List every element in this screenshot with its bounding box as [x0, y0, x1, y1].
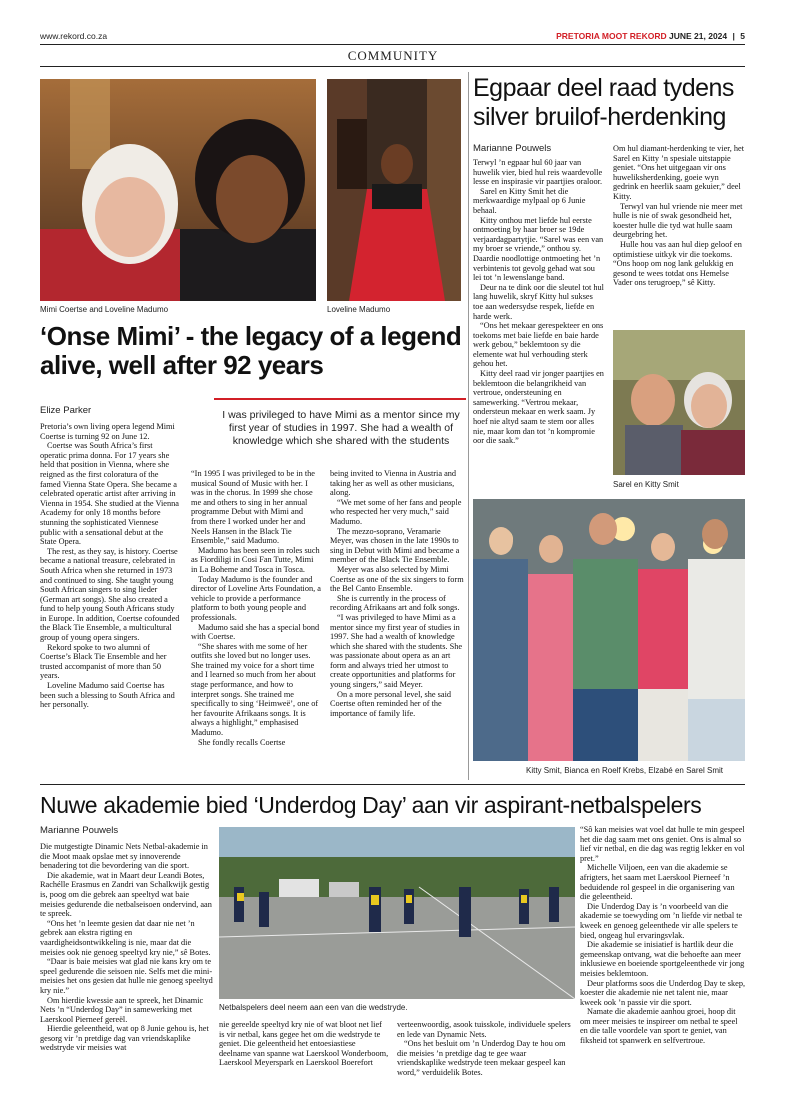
egpaar-photo1-caption: Sarel en Kitty Smit	[613, 480, 679, 489]
photo1-caption: Mimi Coertse and Loveline Madumo	[40, 305, 169, 314]
paragraph: “Daar is baie meisies wat glad nie kans kry om te speel gedurende die seisoen nie. Selfs met die mini-meisies het ons gesien dat hulle nie genoeg speeltyd kry nie.”	[40, 957, 213, 995]
story-separator	[40, 784, 745, 785]
pullquote: I was privileged to have Mimi as a mentor since my first year of studies in 1997. She had a wealth of knowledge which she shared with the students	[222, 409, 460, 447]
mimi-column-2	[191, 469, 321, 747]
paragraph: She is currently in the process of recording Afrikaans art and folk songs.	[330, 593, 460, 613]
photo-mimi-and-loveline	[40, 79, 316, 301]
paragraph: The mezzo-soprano, Veramarie Meyer, was chosen in the late 1990s to sing in Debut with Mimi and became a member of the Black Tie Ensemble.	[330, 526, 460, 565]
section-label: COMMUNITY	[347, 48, 439, 63]
egpaar-byline: Marianne Pouwels	[473, 143, 552, 154]
paragraph: Madumo has been seen in roles such as Fiordiligi in Cosi Fan Tutte, Mimi in La Boheme and Tosca in Tosca.	[191, 545, 320, 574]
paragraph: “Ons het ’n leemte gesien dat daar nie net ’n gebrek aan ekstra rigting en vaardigheidsontwikkeling is nie, maar dat die meisies ook nie genoeg speeltyd kry nie,” sê Botes.	[40, 918, 211, 957]
site-url: www.rekord.co.za	[40, 31, 108, 41]
paragraph: “She shares with me some of her outfits she loved but no longer uses. She trained my voice for a short time and I learned so much from her about stage performance, and how to interpret songs. She trained me specifically to sing ‘Heimweë’, one of her favourite Afrikaans songs. It is always a highlight,” emphasised Madumo.	[191, 641, 319, 738]
paragraph: Die akademie, wat in Maart deur Leandi Botes, Rachélle Erasmus en Zandri van Schalkwijk gestig is, poog om die gebrek aan speeltyd wat baie meisies gedurende die netbalseisoen ondervind, aan te spreek.	[40, 870, 212, 919]
paragraph: being invited to Vienna in Austria and taking her as well as other musicians, along.	[330, 469, 457, 498]
paragraph: nie gereelde speeltyd kry nie of wat bloot net lief is vir netbal, kans gegee het om die wedstryde te geniet. Die geleentheid het entoesiastiese deelname van spanne wat Laerskool Wonderboom, Laerskool Meyerspark en Laerskool Boerefort	[219, 1020, 389, 1068]
paragraph: Die akademie se inisiatief is hartlik deur die gemeenskap ontvang, wat die behoefte aan meer inklusiewe en boeiende sportgeleenthede vir jong meisies beklemtoon.	[580, 940, 745, 978]
paragraph: Pretoria’s own living opera legend Mimi Coertse is turning 92 on June 12.	[40, 422, 175, 441]
publication-date: JUNE 21, 2024	[669, 31, 728, 41]
mimi-byline: Elize Parker	[40, 405, 92, 416]
paragraph: Namate die akademie aanhou groei, hoop dit om meer meisies te inspireer om netbal te speel en die talle voordele van sport te geniet, van fiksheid tot spanwerk en selfvertroue.	[580, 1007, 738, 1046]
egpaar-column-2	[613, 144, 745, 288]
paragraph: Hulle hou vas aan hul diep geloof en optimistiese uitkyk vir die toekoms. “Ons hoop om nog lank gelukkig en gesond te wees totdat ons Hemelse Vader ons terugroep,” sê Kitty.	[613, 239, 742, 288]
paragraph: “Sô kan meisies wat voel dat hulle te min gespeel het die dag saam met ons geniet. Ons is almal so lief vir netbal, en die dag was regtig lekker en vol pret.”	[580, 825, 745, 863]
paragraph: Hierdie geleentheid, wat op 8 Junie gehou is, het gesorg vir ’n pretdige dag van vriendskaplike wedstryde vir meisies wat	[40, 1024, 209, 1053]
photo-netball-match	[219, 827, 575, 999]
column-divider	[468, 72, 469, 780]
paragraph: Om hul diamant-herdenking te vier, het Sarel en Kitty ’n spesiale uitstappie geniet. “Ons het uitgegaan vir ons huweliksherdenking, goeie wyn gedrink en heerlik saam gekuier,” deel Kitty.	[613, 144, 744, 201]
paragraph: Kitty onthou met liefde hul eerste ontmoeting by haar broer se 19de verjaardagpartytjie. “Sarel was een van my broer se vriende,” onthou sy. Daardie noodlottige ontmoeting het ’n verbintenis tot gevolg gehad wat sou lei tot ’n lewenslange band.	[473, 215, 604, 283]
photo-smit-family	[473, 499, 745, 761]
paragraph: The rest, as they say, is history. Coertse became a national treasure, celebrated in South Africa when she returned in 1973 and continued to sing. She taught young South African singers to sing lieder (German art songs). She also created a fund to help young South Africans study in Europe. In addition, Coertse cofounded the Black Tie Ensemble, a multicultural group of young opera singers.	[40, 546, 180, 643]
paragraph: Today Madumo is the founder and director of Loveline Arts Foundation, a vehicle to provide a performance platform to both young people and professionals.	[191, 574, 321, 622]
netbal-byline: Marianne Pouwels	[40, 825, 119, 836]
paragraph: On a more personal level, she said Coertse often reminded her of the importance of family life.	[330, 689, 452, 718]
photo-sarel-and-kitty	[613, 330, 745, 475]
paragraph: Om hierdie kwessie aan te spreek, het Dinamic Nets ’n “Underdog Day” in samewerking met Laerskool Pierneef gereël.	[40, 995, 204, 1024]
publication-name: PRETORIA MOOT REKORD	[556, 31, 667, 41]
paragraph: Kitty deel raad vir jonger paartjies en beklemtoon die belangrikheid van vertroue, ondersteuning en samewerking. “Vertrou mekaar, ondersteun mekaar en werk saam. Jy hoef nie altyd saam te stem oor alles nie, maar kom dan tot ’n kompromie oor die saak.”	[473, 369, 604, 446]
paragraph: Terwyl van hul vriende nie meer met hulle is nie of swak gesondheid het, koester hulle die tyd wat hulle saam deurgebring het.	[613, 201, 743, 240]
separator: |	[732, 31, 735, 41]
netbal-column-2	[219, 1020, 389, 1068]
page-number: 5	[740, 31, 745, 41]
netbal-column-3	[397, 1020, 571, 1078]
paragraph: Coertse was South Africa’s first operatic prima donna. For 17 years she held that position in Vienna, where she reigned as the first coloratura of the famed Vienna State Opera. She became a celebrated operatic artist after arriving in Vienna in 1954. She studied at the Vienna Academy for only 18 months before stunning the sophisticated Viennese public with a sensational debut at the State Opera.	[40, 441, 179, 547]
paragraph: Rekord spoke to two alumni of Coertse’s Black Tie Ensemble and her trusted accompanist of more than 50 years.	[40, 642, 167, 681]
mimi-column-3	[330, 469, 464, 718]
egpaar-photo2-caption: Kitty Smit, Bianca en Roelf Krebs, Elzabé en Sarel Smit	[526, 766, 723, 775]
paragraph: Michelle Viljoen, een van die akademie se afrigters, het saam met Laerskool Pierneef ’n beduidende rol gespeel in die organisering van die geleentheid.	[580, 863, 735, 902]
netbal-column-4	[580, 825, 746, 1046]
publication-header	[556, 31, 745, 41]
header-rule	[40, 44, 745, 45]
paragraph: Meyer was also selected by Mimi Coertse as one of the six singers to form the Bel Canto Ensemble.	[330, 564, 464, 594]
photo2-caption: Loveline Madumo	[327, 305, 391, 314]
paragraph: Loveline Madumo said Coertse has been such a blessing to South Africa and her personally.	[40, 681, 175, 710]
egpaar-headline: Egpaar deel raad tydens silver bruilof-herdenking	[473, 74, 734, 131]
paragraph: “Ons het mekaar gerespekteer en ons toekoms met baie liefde en baie harde werk gebou,” beklemtoon sy die elemente wat hul verhouding sterk gehou het.	[473, 321, 604, 369]
paragraph: Die mutgestigte Dinamic Nets Netbal-akademie in die Moot maak opslae met sy innoverende benadering tot die bevordering van die sport.	[40, 842, 208, 871]
mimi-column-1	[40, 422, 180, 710]
paragraph: She fondly recalls Coertse	[198, 737, 286, 747]
pullquote-rule	[214, 398, 466, 400]
paragraph: “In 1995 I was privileged to be in the musical Sound of Music with her. I was in the chorus. In 1999 she chose me and others to sing in her annual programme Debut with Mimi and from there I worked under her and Neels Hansen in the Black Tie Ensemble,” said Madumo.	[191, 469, 315, 546]
netbal-photo-caption: Netbalspelers deel neem aan een van die wedstryde.	[219, 1003, 408, 1012]
paragraph: “Ons het besluit om ’n Underdog Day te hou om die meisies ’n pretdige dag te gee waar vriendskaplike wedstryde teen mekaar gespeel kan word,” verduidelik Botes.	[397, 1039, 566, 1077]
photo-loveline	[327, 79, 461, 301]
mimi-headline: ‘Onse Mimi’ - the legacy of a legend alive, well after 92 years	[40, 321, 462, 380]
paragraph: Die Underdog Day is ’n voorbeeld van die akademie se toewyding om ’n liefde vir netbal te kweek en genoeg geleenthede vir alle spelers te bied, ongeag hul ervaringsvlak.	[580, 901, 743, 940]
paragraph: Deur na te dink oor die sleutel tot hul lang huwelik, skryf Kitty hul sukses toe aan wedersydse respek, liefde en harde werk.	[473, 282, 604, 321]
paragraph: verteenwoordig, asook tuisskole, individuele spelers en lede van Dynamic Nets.	[397, 1020, 571, 1039]
section-rule	[40, 66, 745, 67]
paragraph: “We met some of her fans and people who respected her very much,” said Madumo.	[330, 497, 462, 526]
netbal-column-1	[40, 842, 214, 1053]
paragraph: Deur platforms soos die Underdog Day te skep, koester die akademie nie net talent nie, maar kweek ook ’n passie vir die sport.	[580, 978, 746, 1007]
netbal-headline: Nuwe akademie bied ‘Underdog Day’ aan vir aspirant-netbalspelers	[40, 792, 702, 818]
paragraph: “I was privileged to have Mimi as a mentor since my first year of studies in 1997. She had a wealth of knowledge which she shared with the students. She was passionate about opera as an art form and always tried her utmost to create opportunities and platforms for young singers,” said Meyer.	[330, 612, 463, 690]
paragraph: Sarel en Kitty Smit het die merkwaardige mylpaal op 6 Junie behaal.	[473, 186, 586, 215]
paragraph: Madumo said she has a special bond with Coertse.	[191, 622, 320, 642]
egpaar-column-1	[473, 158, 605, 446]
paragraph: Terwyl ’n egpaar hul 60 jaar van huwelik vier, bied hul reis waardevolle lesse en inspirasie vir paartjies oraloor.	[473, 158, 603, 187]
